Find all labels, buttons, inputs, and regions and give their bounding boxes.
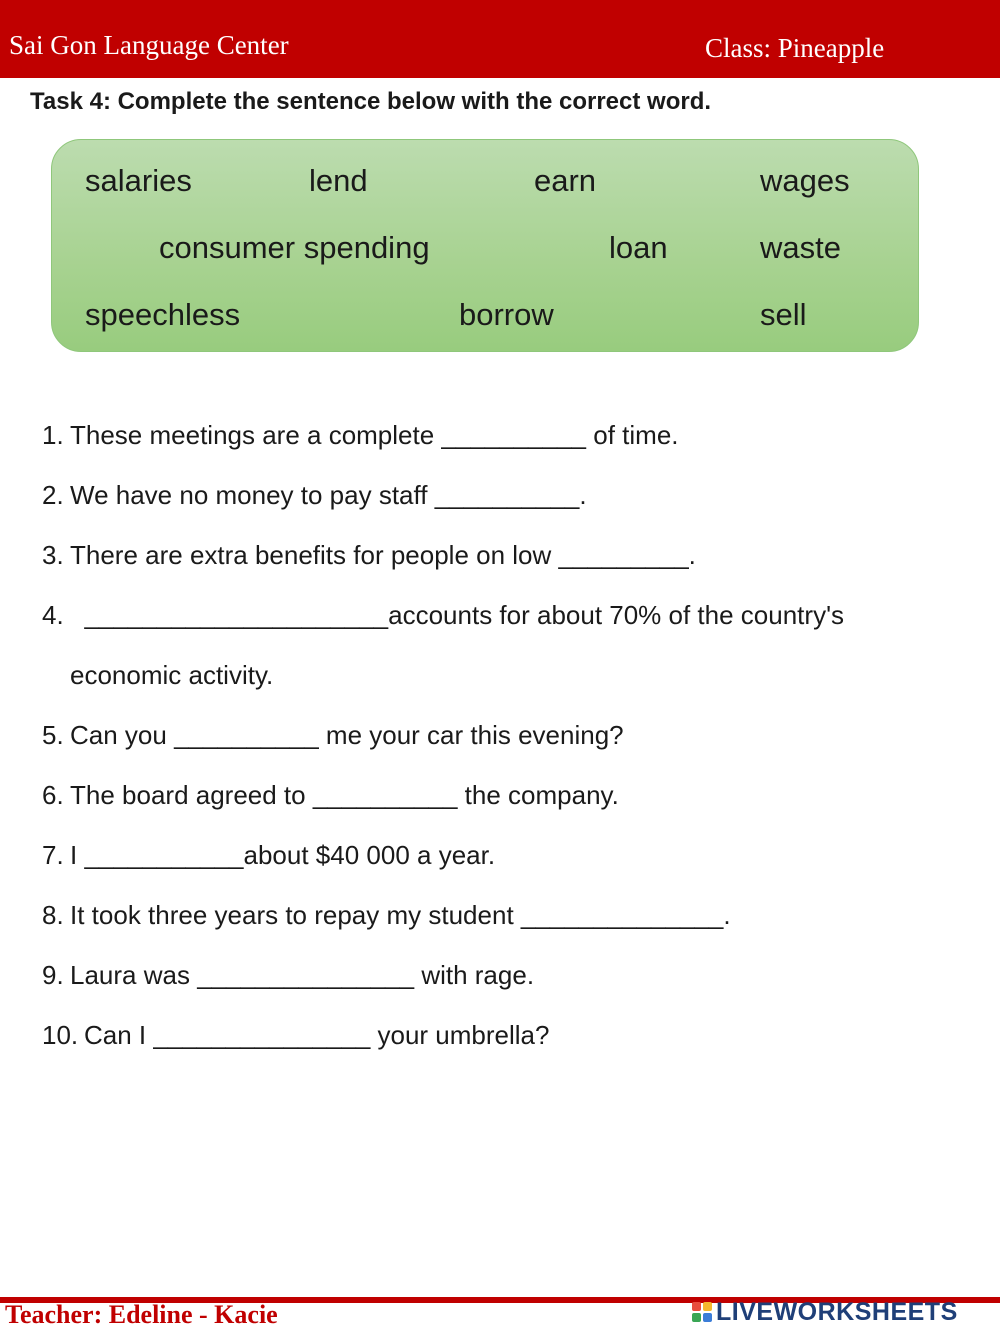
word-bank-item: earn	[534, 163, 597, 198]
question-text-before	[70, 600, 84, 630]
question-text-before: The board agreed to	[70, 780, 313, 810]
answer-blank[interactable]: ______________	[520, 900, 724, 930]
question-3	[42, 540, 696, 571]
word-bank-item: speechless	[85, 297, 241, 332]
question-text-before: Can I	[84, 1020, 154, 1050]
question-number: 1.	[42, 420, 64, 450]
liveworksheets-logo-icon	[692, 1302, 712, 1322]
word-bank-item: consumer spending	[159, 230, 430, 265]
question-text-after: your umbrella?	[370, 1020, 550, 1050]
word-bank-item: loan	[609, 230, 668, 265]
question-text-before: Can you	[70, 720, 175, 750]
question-text-after: with rage.	[414, 960, 535, 990]
answer-blank[interactable]: __________	[441, 420, 587, 450]
question-text-after: of time.	[586, 420, 679, 450]
question-8	[42, 900, 731, 931]
answer-blank[interactable]: __________	[312, 780, 458, 810]
question-text-before: We have no money to pay staff	[70, 480, 435, 510]
answer-blank[interactable]: __________	[174, 720, 319, 750]
answer-blank[interactable]: ___________	[84, 840, 244, 870]
question-number: 9.	[42, 960, 64, 990]
word-bank-item: sell	[760, 297, 807, 332]
question-text-after: about $40 000 a year.	[243, 840, 496, 870]
teacher-name: Teacher: Edeline - Kacie	[5, 1300, 278, 1329]
question-text-before: I	[70, 840, 85, 870]
question-text-before: Laura was	[70, 960, 198, 990]
answer-blank[interactable]: __________	[434, 480, 580, 510]
question-text-after: .	[723, 900, 731, 930]
question-number: 10.	[42, 1020, 79, 1050]
class-label: Class: Pineapple	[705, 33, 885, 63]
word-bank-item: waste	[760, 230, 841, 265]
header-bar	[0, 0, 1000, 78]
question-text-after: accounts for about 70% of the country's	[388, 600, 845, 630]
word-bank-item: wages	[760, 163, 850, 198]
school-name: Sai Gon Language Center	[9, 30, 289, 60]
question-7	[42, 840, 495, 871]
question-6	[42, 780, 619, 811]
question-4-continuation: economic activity.	[70, 660, 274, 690]
answer-blank[interactable]: _____________________	[84, 600, 389, 630]
question-5	[42, 720, 624, 751]
logo-text: LIVEWORKSHEETS	[716, 1297, 958, 1326]
question-9	[42, 960, 534, 991]
question-number: 6.	[42, 780, 64, 810]
word-bank-item: lend	[309, 163, 368, 198]
task-instruction: Task 4: Complete the sentence below with the correct word.	[30, 88, 712, 115]
question-number: 3.	[42, 540, 64, 570]
word-bank-item: salaries	[85, 163, 192, 198]
question-text-after: me your car this evening?	[318, 720, 624, 750]
question-4	[42, 600, 844, 631]
question-number: 8.	[42, 900, 64, 930]
question-2	[42, 480, 587, 511]
question-number: 5.	[42, 720, 64, 750]
word-bank	[51, 139, 919, 352]
word-bank-item: borrow	[459, 297, 554, 332]
question-text-after: .	[688, 540, 696, 570]
question-text-before: It took three years to repay my student	[70, 900, 521, 930]
answer-blank[interactable]: _________	[558, 540, 689, 570]
question-number: 2.	[42, 480, 64, 510]
question-text-before: These meetings are a complete	[70, 420, 442, 450]
question-text-after: .	[579, 480, 587, 510]
liveworksheets-logo[interactable]	[692, 1298, 958, 1326]
question-text-after: the company.	[457, 780, 619, 810]
answer-blank[interactable]: _______________	[153, 1020, 371, 1050]
question-10	[42, 1020, 549, 1051]
question-number: 4.	[42, 600, 64, 630]
question-1	[42, 420, 679, 451]
question-text-before: There are extra benefits for people on low	[70, 540, 559, 570]
question-number: 7.	[42, 840, 64, 870]
answer-blank[interactable]: _______________	[197, 960, 415, 990]
